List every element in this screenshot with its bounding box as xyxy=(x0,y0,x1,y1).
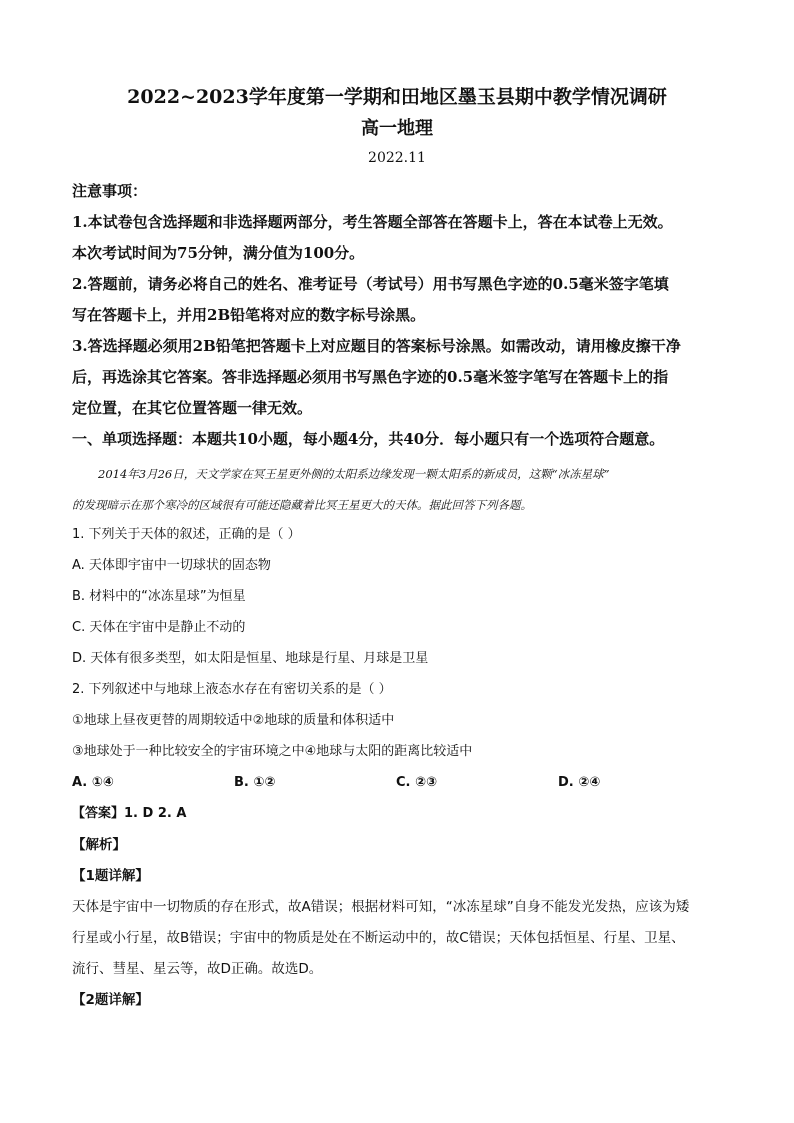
page-title: 2022~2023学年度第一学期和田地区墨玉县期中教学情况调研 xyxy=(127,86,667,108)
notes-line: 写在答题卡上，并用2B铅笔将对应的数字标号涂黑。 xyxy=(72,306,426,324)
notes-section xyxy=(72,176,722,455)
option-b: B. 材料中的“冰冻星球”为恒星 xyxy=(72,589,246,604)
q2-analysis-heading: 【2题详解】 xyxy=(72,992,149,1008)
option-c: C. 天体在宇宙中是静止不动的 xyxy=(72,620,246,635)
analysis-label: 【解析】 xyxy=(72,837,126,853)
statement-line: ①地球上昼夜更替的周期较适中②地球的质量和体积适中 xyxy=(72,713,395,728)
answer-label: 【答案】 xyxy=(72,806,125,821)
notes-line: 本次考试时间为75分钟，满分值为100分。 xyxy=(72,244,365,262)
section-heading: 一、单项选择题：本题共10小题，每小题4分，共40分．每小题只有一个选项符合题意。 xyxy=(72,430,665,448)
question-2 xyxy=(72,674,722,798)
page-subtitle: 高一地理 xyxy=(361,118,433,139)
notes-line: 1.本试卷包含选择题和非选择题两部分，考生答题全部答在答题卡上，答在本试卷上无效。 xyxy=(72,213,673,231)
option-a: A. 天体即宇宙中一切球状的固态物 xyxy=(72,558,271,573)
analysis-line: 天体是宇宙中一切物质的存在形式，故A错误；根据材料可知，“冰冻星球”自身不能发光发热，应该为矮 xyxy=(72,899,690,915)
options-row xyxy=(72,767,722,798)
material-passage xyxy=(72,458,722,519)
option-d: D. ②④ xyxy=(558,775,601,790)
option-a: A. ①④ xyxy=(72,775,114,790)
notes-line: 3.答选择题必须用2B铅笔把答题卡上对应题目的答案标号涂黑。如需改动，请用橡皮擦干净 xyxy=(72,337,681,355)
option-b: B. ①② xyxy=(234,775,276,790)
question-stem: 2. 下列叙述中与地球上液态水存在有密切关系的是（ ） xyxy=(72,682,392,697)
statement-line: ③地球处于一种比较安全的宇宙环境之中④地球与太阳的距离比较适中 xyxy=(72,744,473,759)
notes-line: 定位置，在其它位置答题一律无效。 xyxy=(72,399,313,417)
analysis-line: 流行、彗星、星云等，故D正确。故选D。 xyxy=(72,961,323,977)
answer-text: 1. D 2. A xyxy=(124,806,187,821)
notes-line: 2.答题前，请务必将自己的姓名、准考证号（考试号）用书写黑色字迹的0.5毫米签字笔填 xyxy=(72,275,669,293)
option-d: D. 天体有很多类型，如太阳是恒星、地球是行星、月球是卫星 xyxy=(72,651,429,666)
analysis-line: 行星或小行星，故B错误；宇宙中的物质是处在不断运动中的，故C错误；天体包括恒星、行星、卫星、 xyxy=(72,930,685,946)
notes-heading: 注意事项： xyxy=(72,182,148,200)
material-line: 2014年3月26日，天文学家在冥王星更外侧的太阳系边缘发现一颗太阳系的新成员，这颗“冰冻星球” xyxy=(98,467,610,481)
question-1 xyxy=(72,519,722,674)
exam-date: 2022.11 xyxy=(368,150,426,166)
answer-line xyxy=(72,798,722,829)
q1-analysis-heading: 【1题详解】 xyxy=(72,868,149,884)
analysis-section xyxy=(72,830,722,1016)
material-line: 的发现暗示在那个寒冷的区域很有可能还隐藏着比冥王星更大的天体。据此回答下列各题。 xyxy=(72,498,532,512)
notes-line: 后，再选涂其它答案。答非选择题必须用书写黑色字迹的0.5毫米签字笔写在答题卡上的指 xyxy=(72,368,669,386)
question-stem: 1. 下列关于天体的叙述，正确的是（ ） xyxy=(72,527,301,542)
option-c: C. ②③ xyxy=(396,775,438,790)
